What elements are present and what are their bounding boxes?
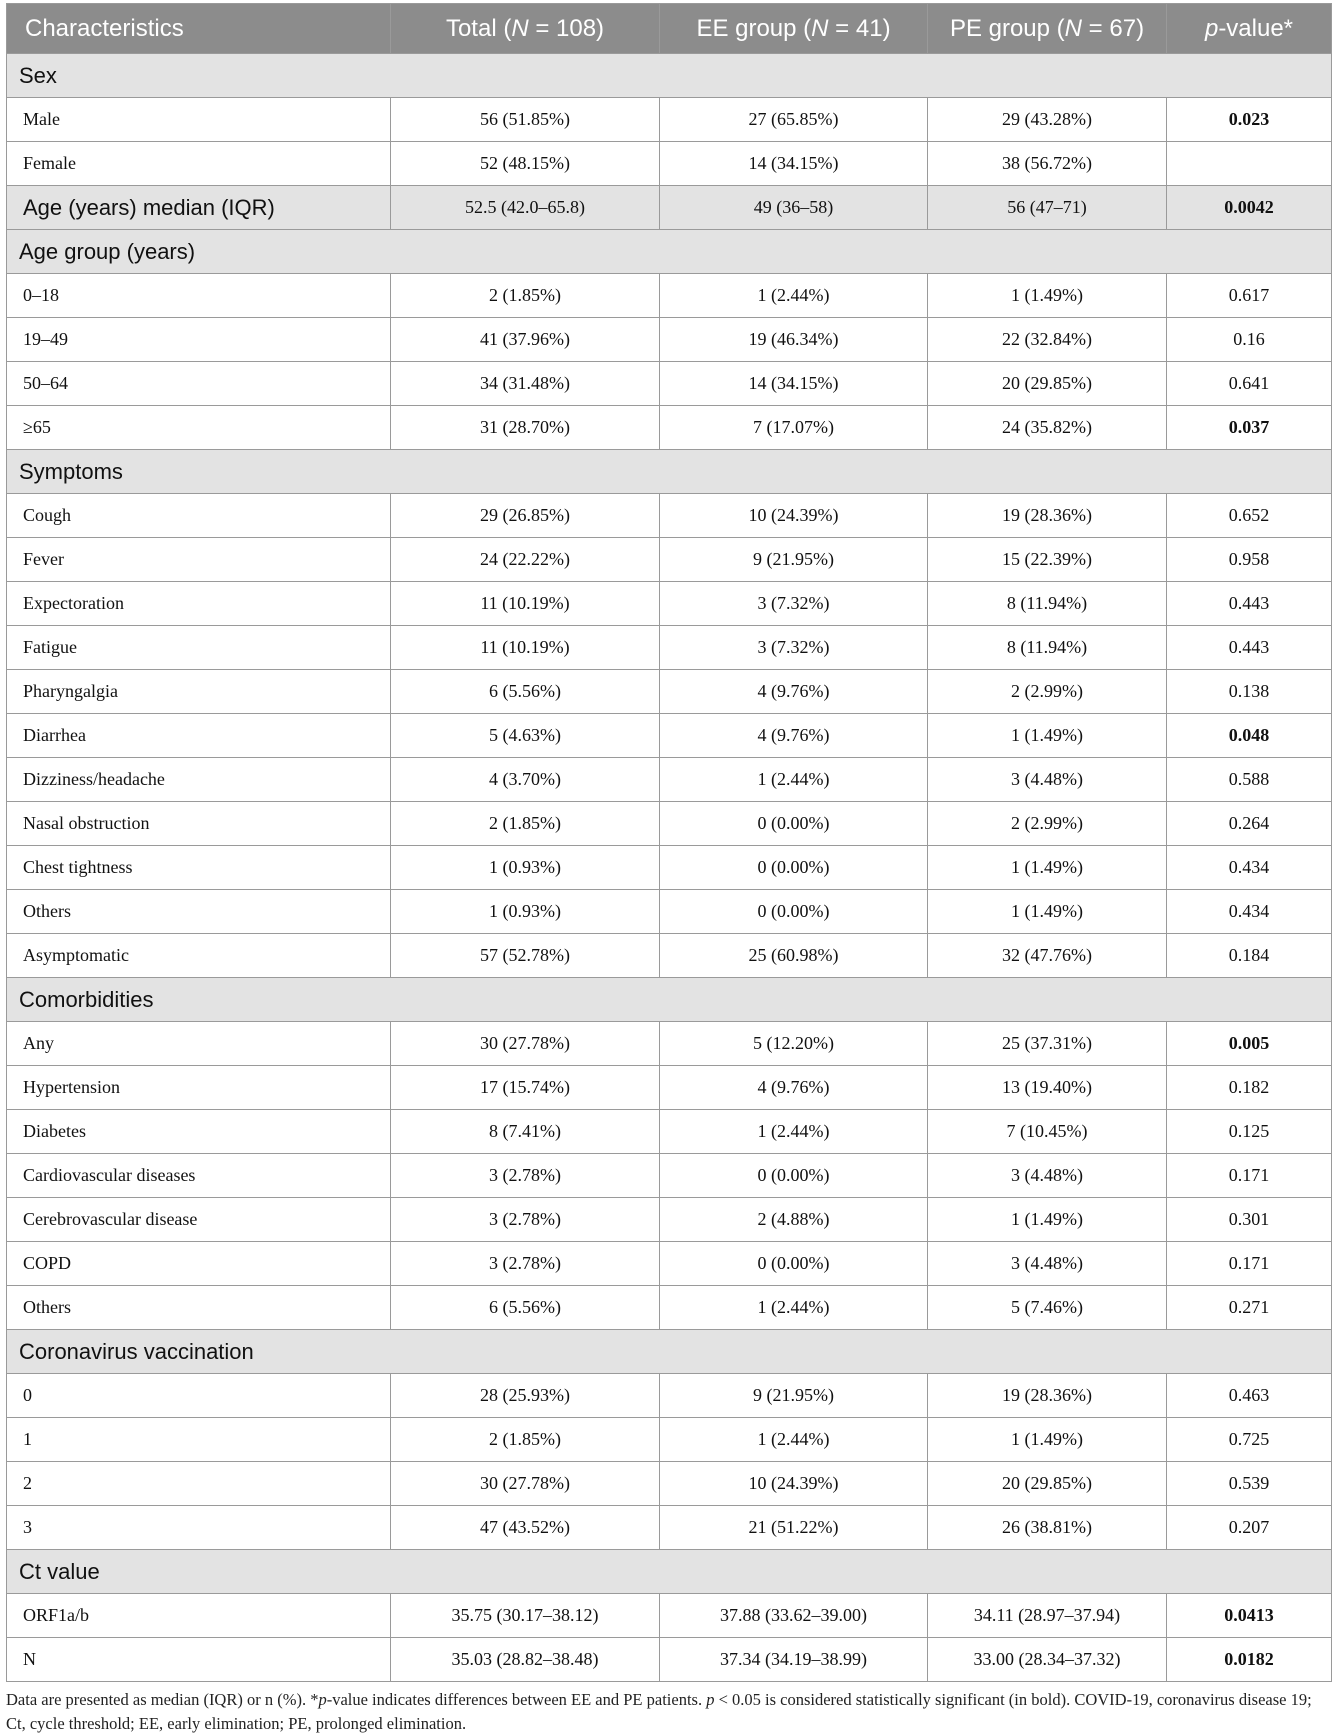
row-label: Fever [7,538,391,582]
cell-total: 28 (25.93%) [391,1374,660,1418]
table-row [7,1638,1332,1682]
cell-p-value [1167,142,1332,186]
table-row [7,582,1332,626]
cell-ee-group: 1 (2.44%) [660,758,928,802]
row-label: ORF1a/b [7,1594,391,1638]
cell-pe-group: 8 (11.94%) [928,582,1167,626]
cell-total: 35.75 (30.17–38.12) [391,1594,660,1638]
row-label: ≥65 [7,406,391,450]
row-label: Diabetes [7,1110,391,1154]
header-characteristics: Characteristics [7,4,391,54]
cell-ee-group: 0 (0.00%) [660,1154,928,1198]
row-label: 3 [7,1506,391,1550]
cell-total: 29 (26.85%) [391,494,660,538]
cell-p-value: 0.271 [1167,1286,1332,1330]
cell-p-value: 0.264 [1167,802,1332,846]
cell-ee-group: 19 (46.34%) [660,318,928,362]
row-label: Any [7,1022,391,1066]
cell-ee-group: 14 (34.15%) [660,362,928,406]
section-label: Coronavirus vaccination [7,1330,1332,1374]
cell-p-value: 0.182 [1167,1066,1332,1110]
cell-total: 24 (22.22%) [391,538,660,582]
cell-p-value: 0.434 [1167,890,1332,934]
table-row [7,1594,1332,1638]
cell-ee-group: 1 (2.44%) [660,274,928,318]
cell-total: 47 (43.52%) [391,1506,660,1550]
section-row [7,1330,1332,1374]
cell-ee-group: 25 (60.98%) [660,934,928,978]
row-label: Others [7,890,391,934]
cell-ee-group: 4 (9.76%) [660,714,928,758]
cell-pe-group: 13 (19.40%) [928,1066,1167,1110]
row-label: N [7,1638,391,1682]
cell-pe-group: 1 (1.49%) [928,274,1167,318]
row-label: Diarrhea [7,714,391,758]
table-row [7,406,1332,450]
cell-pe-group: 20 (29.85%) [928,362,1167,406]
cell-pe-group: 22 (32.84%) [928,318,1167,362]
cell-total: 31 (28.70%) [391,406,660,450]
table-row [7,802,1332,846]
row-label: Pharyngalgia [7,670,391,714]
table-row [7,1506,1332,1550]
cell-ee-group: 0 (0.00%) [660,1242,928,1286]
cell-total: 2 (1.85%) [391,274,660,318]
cell-ee-group: 1 (2.44%) [660,1286,928,1330]
cell-pe-group: 1 (1.49%) [928,1418,1167,1462]
row-label: COPD [7,1242,391,1286]
cell-pe-group: 1 (1.49%) [928,714,1167,758]
characteristics-table [6,3,1332,1682]
row-label: 50–64 [7,362,391,406]
row-label: Hypertension [7,1066,391,1110]
table-row [7,890,1332,934]
cell-total: 11 (10.19%) [391,626,660,670]
cell-total: 2 (1.85%) [391,802,660,846]
table-row [7,1374,1332,1418]
cell-pe-group: 34.11 (28.97–37.94) [928,1594,1167,1638]
cell-p-value: 0.138 [1167,670,1332,714]
cell-total: 1 (0.93%) [391,846,660,890]
cell-p-value: 0.048 [1167,714,1332,758]
table-row [7,1286,1332,1330]
table-row [7,1242,1332,1286]
cell-pe-group: 38 (56.72%) [928,142,1167,186]
cell-total: 52.5 (42.0–65.8) [391,186,660,230]
cell-p-value: 0.652 [1167,494,1332,538]
table-row [7,714,1332,758]
cell-p-value: 0.125 [1167,1110,1332,1154]
cell-p-value: 0.443 [1167,582,1332,626]
cell-total: 30 (27.78%) [391,1462,660,1506]
table-row [7,1198,1332,1242]
header-ee-group: EE group (N = 41) [660,4,928,54]
cell-ee-group: 3 (7.32%) [660,626,928,670]
cell-total: 56 (51.85%) [391,98,660,142]
cell-pe-group: 7 (10.45%) [928,1110,1167,1154]
cell-pe-group: 3 (4.48%) [928,1154,1167,1198]
cell-total: 30 (27.78%) [391,1022,660,1066]
row-label: Male [7,98,391,142]
cell-p-value: 0.023 [1167,98,1332,142]
cell-p-value: 0.588 [1167,758,1332,802]
cell-pe-group: 3 (4.48%) [928,758,1167,802]
table-row [7,538,1332,582]
table-row [7,1154,1332,1198]
cell-p-value: 0.958 [1167,538,1332,582]
row-label: 0 [7,1374,391,1418]
table-row [7,274,1332,318]
cell-pe-group: 1 (1.49%) [928,890,1167,934]
cell-p-value: 0.171 [1167,1154,1332,1198]
table-header-row [7,4,1332,54]
cell-pe-group: 26 (38.81%) [928,1506,1167,1550]
row-label: Fatigue [7,626,391,670]
table-row [7,670,1332,714]
row-label: 0–18 [7,274,391,318]
cell-ee-group: 5 (12.20%) [660,1022,928,1066]
table-row [7,846,1332,890]
table-row [7,186,1332,230]
cell-p-value: 0.16 [1167,318,1332,362]
cell-pe-group: 1 (1.49%) [928,1198,1167,1242]
cell-p-value: 0.443 [1167,626,1332,670]
row-label: Age (years) median (IQR) [7,186,391,230]
cell-pe-group: 3 (4.48%) [928,1242,1167,1286]
cell-p-value: 0.539 [1167,1462,1332,1506]
cell-pe-group: 19 (28.36%) [928,1374,1167,1418]
row-label: Cardiovascular diseases [7,1154,391,1198]
cell-ee-group: 7 (17.07%) [660,406,928,450]
table-footnote: Data are presented as median (IQR) or n (%). *p-value indicates differences between EE and PE patients. p < 0.05 is considered statistically significant (in bold). COVID-19, coronavirus disease 19; Ct, cycle threshold; EE, early elimination; PE, prolonged elimination. [6,1690,1312,1733]
cell-ee-group: 10 (24.39%) [660,494,928,538]
cell-p-value: 0.617 [1167,274,1332,318]
characteristics-table-container [6,3,1331,1736]
cell-total: 6 (5.56%) [391,670,660,714]
cell-p-value: 0.0042 [1167,186,1332,230]
cell-pe-group: 8 (11.94%) [928,626,1167,670]
cell-ee-group: 9 (21.95%) [660,1374,928,1418]
cell-total: 8 (7.41%) [391,1110,660,1154]
cell-total: 3 (2.78%) [391,1154,660,1198]
row-label: Expectoration [7,582,391,626]
table-row [7,1110,1332,1154]
cell-pe-group: 29 (43.28%) [928,98,1167,142]
cell-ee-group: 14 (34.15%) [660,142,928,186]
cell-pe-group: 32 (47.76%) [928,934,1167,978]
row-label: Chest tightness [7,846,391,890]
cell-p-value: 0.171 [1167,1242,1332,1286]
table-row [7,626,1332,670]
table-row [7,1066,1332,1110]
cell-pe-group: 56 (47–71) [928,186,1167,230]
cell-p-value: 0.434 [1167,846,1332,890]
cell-ee-group: 0 (0.00%) [660,846,928,890]
cell-pe-group: 20 (29.85%) [928,1462,1167,1506]
cell-ee-group: 0 (0.00%) [660,802,928,846]
cell-ee-group: 4 (9.76%) [660,670,928,714]
table-body [7,54,1332,1682]
header-total: Total (N = 108) [391,4,660,54]
cell-p-value: 0.463 [1167,1374,1332,1418]
row-label: Nasal obstruction [7,802,391,846]
section-label: Ct value [7,1550,1332,1594]
table-row [7,142,1332,186]
table-row [7,758,1332,802]
cell-total: 41 (37.96%) [391,318,660,362]
cell-ee-group: 3 (7.32%) [660,582,928,626]
cell-total: 4 (3.70%) [391,758,660,802]
row-label: Cerebrovascular disease [7,1198,391,1242]
cell-pe-group: 5 (7.46%) [928,1286,1167,1330]
cell-total: 1 (0.93%) [391,890,660,934]
cell-total: 5 (4.63%) [391,714,660,758]
cell-total: 35.03 (28.82–38.48) [391,1638,660,1682]
cell-ee-group: 37.88 (33.62–39.00) [660,1594,928,1638]
section-row [7,450,1332,494]
row-label: Dizziness/headache [7,758,391,802]
cell-total: 52 (48.15%) [391,142,660,186]
cell-total: 57 (52.78%) [391,934,660,978]
cell-total: 34 (31.48%) [391,362,660,406]
table-row [7,494,1332,538]
table-row [7,362,1332,406]
section-row [7,1550,1332,1594]
table-row [7,318,1332,362]
table-row [7,1022,1332,1066]
cell-p-value: 0.725 [1167,1418,1332,1462]
cell-pe-group: 2 (2.99%) [928,670,1167,714]
cell-pe-group: 24 (35.82%) [928,406,1167,450]
cell-total: 2 (1.85%) [391,1418,660,1462]
cell-pe-group: 33.00 (28.34–37.32) [928,1638,1167,1682]
cell-total: 3 (2.78%) [391,1198,660,1242]
row-label: 2 [7,1462,391,1506]
row-label: Cough [7,494,391,538]
cell-p-value: 0.005 [1167,1022,1332,1066]
cell-pe-group: 25 (37.31%) [928,1022,1167,1066]
cell-ee-group: 10 (24.39%) [660,1462,928,1506]
row-label: 1 [7,1418,391,1462]
section-row [7,978,1332,1022]
section-label: Symptoms [7,450,1332,494]
section-row [7,54,1332,98]
cell-p-value: 0.037 [1167,406,1332,450]
cell-ee-group: 1 (2.44%) [660,1110,928,1154]
cell-total: 6 (5.56%) [391,1286,660,1330]
row-label: Female [7,142,391,186]
section-label: Sex [7,54,1332,98]
cell-ee-group: 9 (21.95%) [660,538,928,582]
table-row [7,1462,1332,1506]
cell-pe-group: 2 (2.99%) [928,802,1167,846]
cell-pe-group: 19 (28.36%) [928,494,1167,538]
cell-p-value: 0.184 [1167,934,1332,978]
row-label: 19–49 [7,318,391,362]
cell-pe-group: 1 (1.49%) [928,846,1167,890]
cell-ee-group: 4 (9.76%) [660,1066,928,1110]
cell-ee-group: 37.34 (34.19–38.99) [660,1638,928,1682]
table-row [7,934,1332,978]
table-row [7,1418,1332,1462]
cell-pe-group: 15 (22.39%) [928,538,1167,582]
cell-ee-group: 21 (51.22%) [660,1506,928,1550]
cell-ee-group: 0 (0.00%) [660,890,928,934]
header-pe-group: PE group (N = 67) [928,4,1167,54]
row-label: Others [7,1286,391,1330]
section-label: Age group (years) [7,230,1332,274]
cell-ee-group: 2 (4.88%) [660,1198,928,1242]
header-p-value: p-value* [1167,4,1332,54]
cell-ee-group: 49 (36–58) [660,186,928,230]
cell-total: 3 (2.78%) [391,1242,660,1286]
cell-p-value: 0.641 [1167,362,1332,406]
cell-p-value: 0.301 [1167,1198,1332,1242]
cell-ee-group: 1 (2.44%) [660,1418,928,1462]
cell-total: 11 (10.19%) [391,582,660,626]
cell-p-value: 0.207 [1167,1506,1332,1550]
row-label: Asymptomatic [7,934,391,978]
section-label: Comorbidities [7,978,1332,1022]
table-row [7,98,1332,142]
cell-p-value: 0.0413 [1167,1594,1332,1638]
cell-total: 17 (15.74%) [391,1066,660,1110]
cell-p-value: 0.0182 [1167,1638,1332,1682]
cell-ee-group: 27 (65.85%) [660,98,928,142]
section-row [7,230,1332,274]
